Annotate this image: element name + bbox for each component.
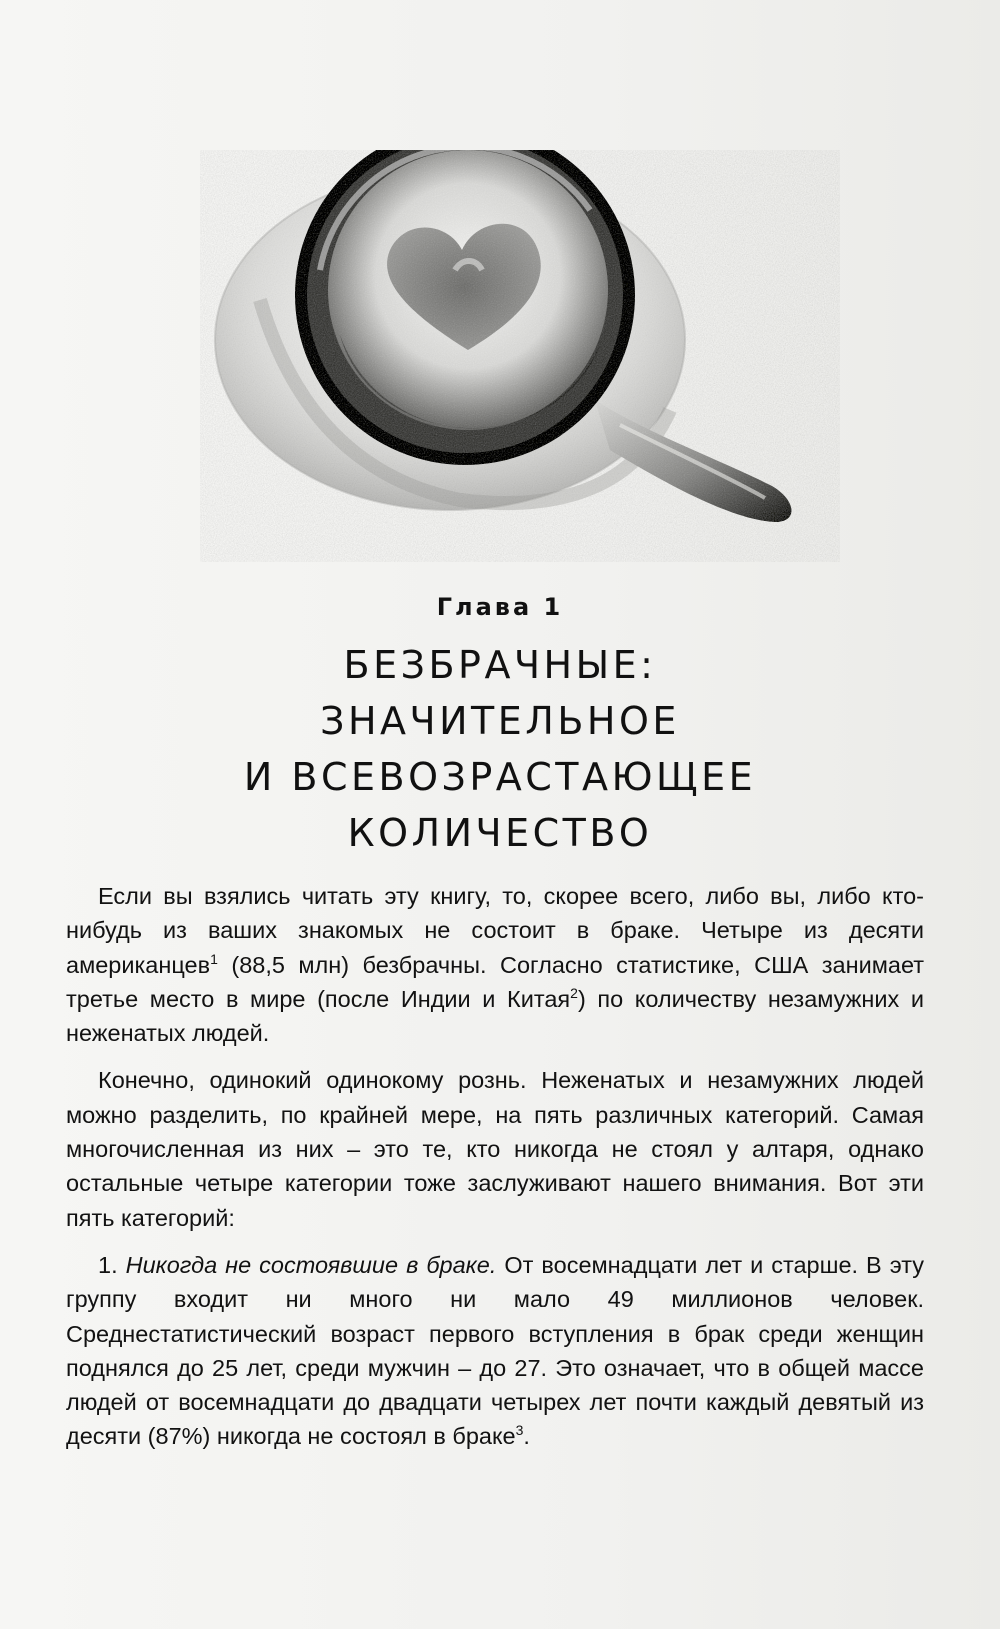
paragraph-categories: Конечно, одинокий одинокому рознь. Неженатых и незамужних людей можно разделить, по крайней мере, на пять различных категорий. Самая многочисленная из них – это те, кто никогда не стоял у алтаря, однако остальные четыре категории тоже заслуживают нашего внимания. Вот эти пять категорий: — [66, 1067, 924, 1231]
paragraph-category-1 — [66, 1248, 924, 1454]
chapter-title-line: КОЛИЧЕСТВО — [347, 811, 653, 855]
chapter-label: Глава 1 — [436, 593, 564, 621]
coffee-cup-heart-illustration — [200, 150, 840, 570]
chapter-title-line: ЗНАЧИТЕЛЬНОЕ — [320, 699, 680, 743]
paragraph-text: От восемнадцати лет и старше. В эту группу входит ни много ни мало 49 миллионов человек. Среднестатистический возраст первого вступления в брак среди женщин поднялся до 25 лет, среди мужчин – до 27. Это означает, что в общей массе людей от восемнадцати до двадцати четырех лет почти каждый девятый из десяти (87%) никогда не состоял в браке — [66, 1251, 924, 1450]
category-name: Никогда не состоявшие в браке. — [125, 1251, 497, 1278]
paragraph-intro — [66, 879, 924, 1050]
footnote-ref: 1 — [210, 950, 218, 967]
paragraph-text: ) по количеству незамужних и неженатых людей. — [66, 985, 925, 1047]
footnote-ref: 3 — [515, 1422, 524, 1439]
paragraph-text: . — [523, 1423, 530, 1450]
paragraph-text: Если вы взялись читать эту книгу, то, скорее всего, либо вы, либо кто-нибудь из ваших знакомых не состоит в браке. Четыре из десяти американцев — [66, 883, 924, 978]
list-number: 1. — [98, 1251, 126, 1278]
chapter-title-line: БЕЗБРАЧНЫЕ: — [343, 643, 657, 687]
chapter-title-line: И ВСЕВОЗРАСТАЮЩЕЕ — [243, 755, 757, 799]
body-text — [66, 879, 924, 1467]
footnote-ref: 2 — [570, 984, 578, 1001]
chapter-title — [0, 637, 1000, 861]
paragraph-text: (88,5 млн) безбрачны. Согласно статистике, США занимает третье место в мире (после Индии и Китая — [66, 951, 924, 1012]
